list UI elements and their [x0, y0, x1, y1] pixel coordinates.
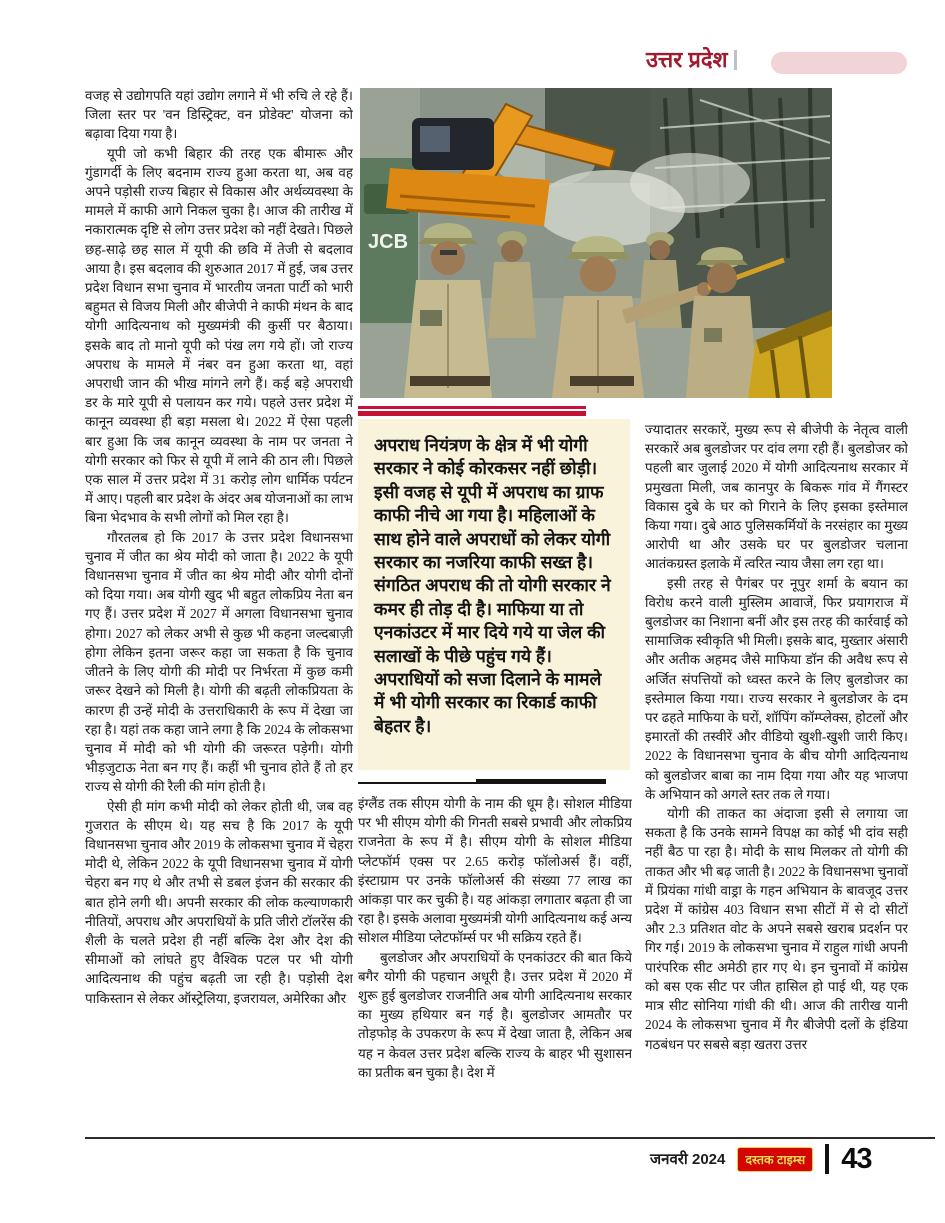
- footer: [650, 1143, 872, 1175]
- paragraph: यूपी जो कभी बिहार की तरह एक बीमारू और गुंडागर्दी के लिए बदनाम राज्य हुआ करता था, अब वह अपने पड़ोसी राज्य बिहार से विकास और अर्थव्यवस्था के मामले में काफी आगे निकल चुका है। आज की तारीख में नकारात्मक दृष्टि से लोग उत्तर प्रदेश को नहीं देखते। पिछले छह-साढ़े छह साल में यूपी की छवि में तेजी से बदलाव आया है। इस बदलाव की शुरुआत 2017 में हुई, जब उत्तर प्रदेश विधान सभा चुनाव में भारतीय जनता पार्टी को भारी बहुमत से विजय मिली और बीजेपी ने काफी मंथन के बाद योगी आदित्यनाथ को मुख्यमंत्री की कुर्सी पर बैठाया। इसके बाद तो मानो यूपी को पंख लग गये हों। जो राज्य अपराध के मामले में नंबर वन हुआ करता था, वहां अपराधी जान की भीख मांगने लगे हैं। कई बड़े अपराधी डर के मारे यूपी से पलायन कर गये। पहले उत्तर प्रदेश में कानून व्यवस्था ही बड़ा मसला थे। 2022 में ऐसा पहली बार हुआ कि जब कानून व्यवस्था के नाम पर जनता ने योगी सरकार को फिर से यूपी में लाने की ठान ली। पिछले एक साल में उत्तर प्रदेश में 31 करोड़ लोग धार्मिक पर्यटन में आए। पहली बार प्रदेश के अंदर अब योजनाओं का लाभ बिना भेदभाव के सभी लोगों को मिल रहा है।: [85, 145, 353, 526]
- footer-divider: [825, 1144, 829, 1174]
- svg-text:JCB: JCB: [368, 231, 409, 253]
- paragraph: बुलडोजर और अपराधियों के एनकांउटर की बात किये बगैर योगी की पहचान अधूरी है। उत्तर प्रदेश में 2020 में शुरू हुई बुलडोजर राजनीति अब योगी आदित्यनाथ सरकार का मुख्य हथियार बन गई है। बुलडोजर आमतौर पर तोड़फोड़ के उपकरण के रूप में देखा जाता है, लेकिन अब यह न केवल उत्तर प्रदेश बल्कि राज्य के बाहर भी सुशासन का प्रतीक बन चुका है। देश में: [358, 949, 632, 1080]
- demolition-photo-illustration: [360, 88, 832, 398]
- header-divider: [734, 50, 737, 70]
- pull-quote-top-rule: [358, 406, 586, 416]
- paragraph: योगी की ताकत का अंदाजा इसी से लगाया जा सकता है कि उनके सामने विपक्ष का कोई भी दांव सही नहीं बैठ पा रहा है। मोदी के साथ मिलकर तो योगी की ताकत और भी बढ़ जाती है। 2022 के विधानसभा चुनावों में प्रियंका गांधी वाड्रा के गहन अभियान के बावजूद उत्तर प्रदेश में कांग्रेस 403 विधान सभा सीटों में से दो सीटों और 2.3 प्रतिशत वोट के अपने सबसे खराब प्रदर्शन पर गिर गई। 2019 के लोकसभा चुनाव में राहुल गांधी अपनी पारंपरिक सीट अमेठी हार गए थे। इन चुनावों में कांग्रेस को बस एक सीट पर जीत हासिल हो पाई थी, यह एक मात्र सीट सोनिया गांधी की थी। आज की तारीख यानी 2024 के लोकसभा चुनाव में गैर बीजेपी दलों के इंडिया गठबंधन पर सबसे बड़ा खतरा उत्तर: [645, 806, 908, 1052]
- paragraph: ऐसी ही मांग कभी मोदी को लेकर होती थी, जब वह गुजरात के सीएम थे। यह सच है कि 2017 के यूपी विधानसभा चुनाव और 2019 के लोकसभा चुनाव में चेहरा मोदी थे, लेकिन 2022 के यूपी विधानसभा चुनाव में योगी चेहरा बन गए थे और तभी से डबल इंजन की सरकार की बात होने लगी थी। अपनी सरकार की लोक कल्याणकारी नीतियों, अपराध और अपराधियों के प्रति जीरो टॉलरेंस की शैली के चलते प्रदेश ही नहीं बल्कि देश और देश की सीमाओं को लांघते हुए वैश्विक पटल पर भी योगी आदित्यनाथ की पहुंच बढ़ती जा रही है। पड़ोसी देश पाकिस्तान से लेकर ऑस्ट्रेलिया, इजरायल, अमेरिका और: [85, 798, 353, 1006]
- article-column-right: [645, 420, 908, 1138]
- pull-quote-bottom-rule: [358, 778, 630, 784]
- page-number: 43: [841, 1142, 872, 1175]
- paragraph: ज्यादातर सरकारें, मुख्य रूप से बीजेपी के नेतृत्व वाली सरकारें अब बुलडोजर पर दांव लगा रही हैं। बुलडोजर को पहली बार जुलाई 2020 में योगी आदित्यनाथ सरकार में प्रमुखता मिली, जब कानपुर के बिकरू गांव में गैंगस्टर विकास दुबे के घर को गिराने के लिए इसका इस्तेमाल किया गया। दुबे आठ पुलिसकर्मियों के नरसंहार का मुख्य आरोपी था और उसके घर पर बुलडोजर चलाना आतंकग्रस्त इलाके में त्वरित न्याय जैसा लग रहा था।: [645, 422, 908, 572]
- photo-police-officers: [404, 223, 784, 398]
- footer-date: जनवरी 2024: [650, 1151, 726, 1168]
- paragraph: इंग्लैंड तक सीएम योगी के नाम की धूम है। सोशल मीडिया पर भी सीएम योगी की गिनती सबसे प्रभावी और लोकप्रिय राजनेता के रूप में है। सीएम योगी के सोशल मीडिया प्लेटफॉर्म एक्स पर 2.65 करोड़ फॉलोअर्स हैं। वहीं, इंस्टाग्राम पर उनके फॉलोअर्स की संख्या 77 लाख का आंकड़ा पार कर चुकी है। यह आंकड़ा लगातार बढ़ता ही जा रहा है। इसके अलावा मुख्यमंत्री योगी आदित्यनाथ कई अन्य सोशल मीडिया प्लेटफॉर्म्स पर भी सक्रिय रहते हैं।: [358, 796, 632, 946]
- header-pill-highlight: [771, 52, 907, 74]
- magazine-logo: दस्तक टाइम्स: [737, 1147, 813, 1172]
- paragraph: गौरतलब हो कि 2017 के उत्तर प्रदेश विधानसभा चुनाव में जीत का श्रेय मोदी को जाता है। 2022 के यूपी विधानसभा चुनाव में जीत का श्रेय मोदी और योगी दोनों को दिया गया। अब योगी खुद भी बहुत लोकप्रिय नेता बन गए हैं। उत्तर प्रदेश में 2027 में अगला विधानसभा चुनाव होगा। 2027 को लेकर अभी से कुछ भी कहना जल्दबाज़ी होगा लेकिन इतना जरूर कहा जा सकता है कि चुनाव जीतने के लिए योगी की मोदी पर निर्भरता में कुछ कमी जरूर देखने को मिली है। योगी की बढ़ती लोकप्रियता के कारण ही उन्हें मोदी के उत्तराधिकारी के रूप में देखा जा रहा है। यहां तक कहा जाने लगा है कि 2024 के लोकसभा चुनाव में मोदी को भी योगी की जरूरत पड़ेगी। योगी भीड़जुटाऊ नेता बन गए हैं। कहीं भी चुनाव होते हैं तो हर राज्य से योगी की रैली की मांग होती है।: [85, 529, 353, 795]
- article-column-left: [85, 86, 353, 1136]
- footer-rule: [85, 1137, 935, 1139]
- pull-quote: अपराध नियंत्रण के क्षेत्र में भी योगी सरकार ने कोई कोरकसर नहीं छोड़ी। इसी वजह से यूपी में अपराध का ग्राफ काफी नीचे आ गया है। महिलाओं के साथ होने वाले अपराधों को लेकर योगी सरकार का नजरिया काफी सख्त है। संगठित अपराध की तो योगी सरकार ने कमर ही तोड़ दी है। माफिया या तो एनकांउटर में मार दिये गये या जेल की सलाखों के पीछे पहुंच गये हैं। अपराधियों को सजा दिलाने के मामले में भी योगी सरकार का रिकार्ड काफी बेहतर है।: [358, 419, 630, 770]
- article-column-middle: [358, 794, 632, 1138]
- paragraph: इसी तरह से पैगंबर पर नूपुर शर्मा के बयान का विरोध करने वाली मुस्लिम आवाजें, फिर प्रयागराज में बुलडोजर का निशाना बनीं और इस तरह की कार्रवाई को सामाजिक स्वीकृति भी मिली। इसके बाद, मुख्तार अंसारी और अतीक अहमद जैसे माफिया डॉन की अवैध रूप से अर्जित संपत्तियों को ध्वस्त करने के लिए बुलडोजर का इस्तेमाल किया गया। राज्य सरकार ने बुलडोजर के दम पर ढहते माफिया के घरों, शॉपिंग कॉम्प्लेक्स, होटलों और इमारतों की तस्वीरें और वीडियो खुशी-खुशी जारी किए। 2022 के विधानसभा चुनाव के बीच योगी आदित्यनाथ को बुलडोजर बाबा का नाम दिया गया और यह भाजपा के अभियान को अगले स्तर तक ले गया।: [645, 575, 908, 802]
- article-photo: [360, 88, 832, 398]
- section-label: उत्तर प्रदेश: [646, 47, 728, 72]
- paragraph: वजह से उद्योगपति यहां उद्योग लगाने में भी रुचि ले रहे हैं। जिला स्तर पर 'वन डिस्ट्रिक्ट, वन प्रोडेक्ट' योजना को बढ़ावा दिया गया है।: [85, 88, 353, 142]
